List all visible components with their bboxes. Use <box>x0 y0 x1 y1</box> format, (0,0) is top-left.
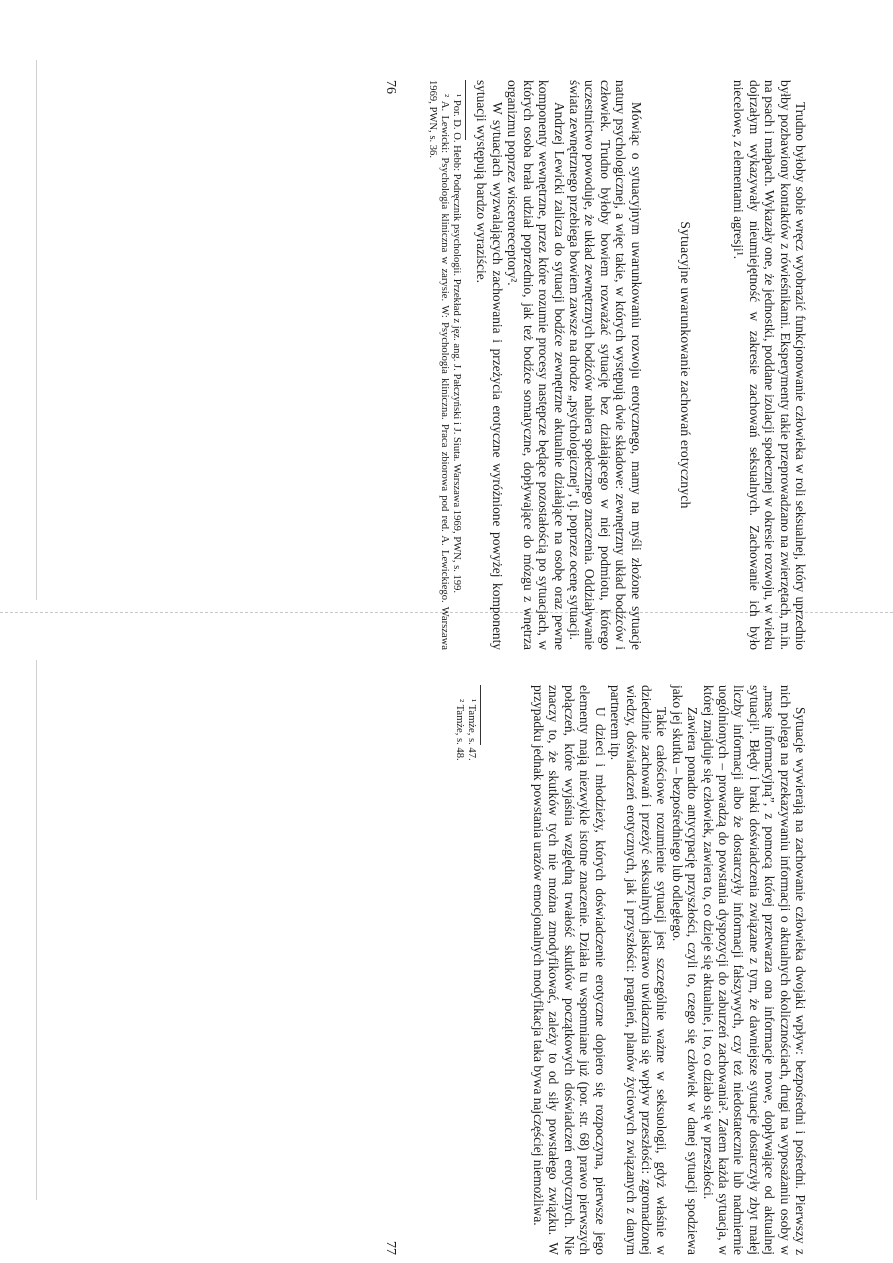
scan-edge-line <box>36 660 37 1200</box>
left-paragraph-3: Andrzej Lewicki zalicza do sytuacji bodźce zewnętrzne aktualnie działające na osobę oraz pewne komponenty wewnętrzne, przez które rozumie procesy następcze będące pozostałością po sytuacjach, w których osoba brała udział poprzednio, jak też bodźce somatyczne, dopływające do mózgu z wnętrza organizmu poprzez wisceroreceptory². <box>505 80 567 650</box>
left-paragraph-2: Mówiąc o sytuacyjnym uwarunkowaniu rozwoju erotycznego, mamy na myśli złożone sytuacje natury psychologicznej, a więc takie, w których występują dwie składowe: zewnętrzny układ bodźców i człowiek. Trudno byłoby bowiem rozważać sytuację bez działającego w niej podmiotu, którego uczestnictwo powoduje, że układ zewnętrznych bodźców nabiera społecznego znaczenia. Oddziaływanie świata zewnętrznego przebiega bowiem zawsze na drodze „psychologicznej”, tj. poprzez ocenę sytuacji. <box>566 80 644 650</box>
page-number-left: 76 <box>383 80 398 94</box>
left-page <box>368 80 808 650</box>
page-number-right: 77 <box>383 1241 398 1255</box>
scan-edge-line <box>36 60 37 600</box>
right-paragraph-3: Takie całościowe rozumienie sytuacji jest szczególnie ważne w seksuologii, gdyż właśnie w dziedzinie zachowań i przeżyć seksualnych jaskrawo uwidacznia się wpływ przeszłości: zgromadzonej wiedzy, doświadczeń erotycznych, jak i przyszłości: pragnień, planów życiowych związanych z danym partnerem itp. <box>608 685 670 1255</box>
section-heading: Sytuacyjne uwarunkowanie zachowań erotycznych <box>677 221 693 509</box>
right-footnotes <box>453 685 477 1255</box>
footnote-rule <box>480 685 481 745</box>
right-footnote-1: ¹ Tamże, s. 47. <box>465 699 477 761</box>
right-paragraph-4: U dzieci i młodzieży, których doświadczenie erotyczne dopiero się rozpoczyna, pierwsze jego elementy mają niezwykle istotne znaczenie. Działa tu wspomniane już (por. str. 68) prawo pierwszych połączeń, które wyjaśnia względną trwałość skutków początkowych doświadczeń erotycznych. Nie znaczy to, że skutków tych nie można zmodyfikować, zależy to od siły powstałego związku. W przypadku jednak powstania urazów emocjonalnych modyfikacja taka bywa najczęściej niemożliwa. <box>531 685 608 1255</box>
left-paragraph-4: W sytuacjach wyzwalających zachowania i przeżycia erotyczne wyróżnione powyżej komponenty sytuacji występują bardzo wyraziście. <box>474 80 505 650</box>
right-paragraph-2: Zawiera ponadto antycypację przyszłości, czyli to, czego się człowiek w danej sytuacji spodziewa jako jej skutku – bezpośredniego lub odległego. <box>669 685 701 1255</box>
right-page <box>368 685 808 1255</box>
left-footnotes <box>426 80 462 650</box>
left-paragraph-1: Trudno byłoby sobie wręcz wyobrazić funkcjonowanie człowieka w roli seksualnej, który uprzednio byłby pozbawiony kontaktów z rówieśnikami. Eksperymenty takie przeprowadzano na zwierzętach, m.in. na psach i małpach. Wykazały one, że jednostki, poddane izolacji społecznej w okresie rozwoju, w wieku dojrzałym wykazywały nieumiejętność w zakresie zachowań seksualnych. Zachowanie ich było niecelowe, z elementami agresji¹. <box>731 80 808 650</box>
left-footnote-2: ² A. Lewicki: Psychologia kliniczna w zarysie. W: Psychologia kliniczna. Praca zbiorowa pod red. A. Lewickiego. Warszawa 1969, PWN, s. 36. <box>427 80 451 650</box>
footnote-rule <box>465 80 466 140</box>
right-paragraph-1: Sytuacje wywierają na zachowanie człowieka dwojaki wpływ: bezpośredni i pośredni. Pierwszy z nich polega na przekazywaniu informacji o aktualnych okolicznościach, drugi na wyposażaniu osoby w „masę informacyjną”, z pomocą której przetwarza ona informacje nowe, dopływające od aktualnej sytuacji¹. Błędy i braki doświadczenia związane z tym, że dawniejsze sytuacje dostarczyły zbyt małej liczby informacji albo że dostarczyły informacji fałszywych, czy też niedostatecznie lub nadmiernie uogólnionych – prowadzą do powstania dyspozycji do zaburzeń zachowania². Zatem każda sytuacja, w której znajduje się człowiek, zawiera to, co dzieje się aktualnie, i to, co działo się w przeszłości. <box>700 685 808 1255</box>
right-footnote-2: ² Tamże, s. 48. <box>453 699 465 761</box>
left-footnote-1: ¹ Por. D. O. Hebb: Podręcznik psychologii. Przekład z jęz. ang. J. Pałczyński i J. Siuta. Warszawa 1969, PWN, s. 199. <box>451 94 463 594</box>
